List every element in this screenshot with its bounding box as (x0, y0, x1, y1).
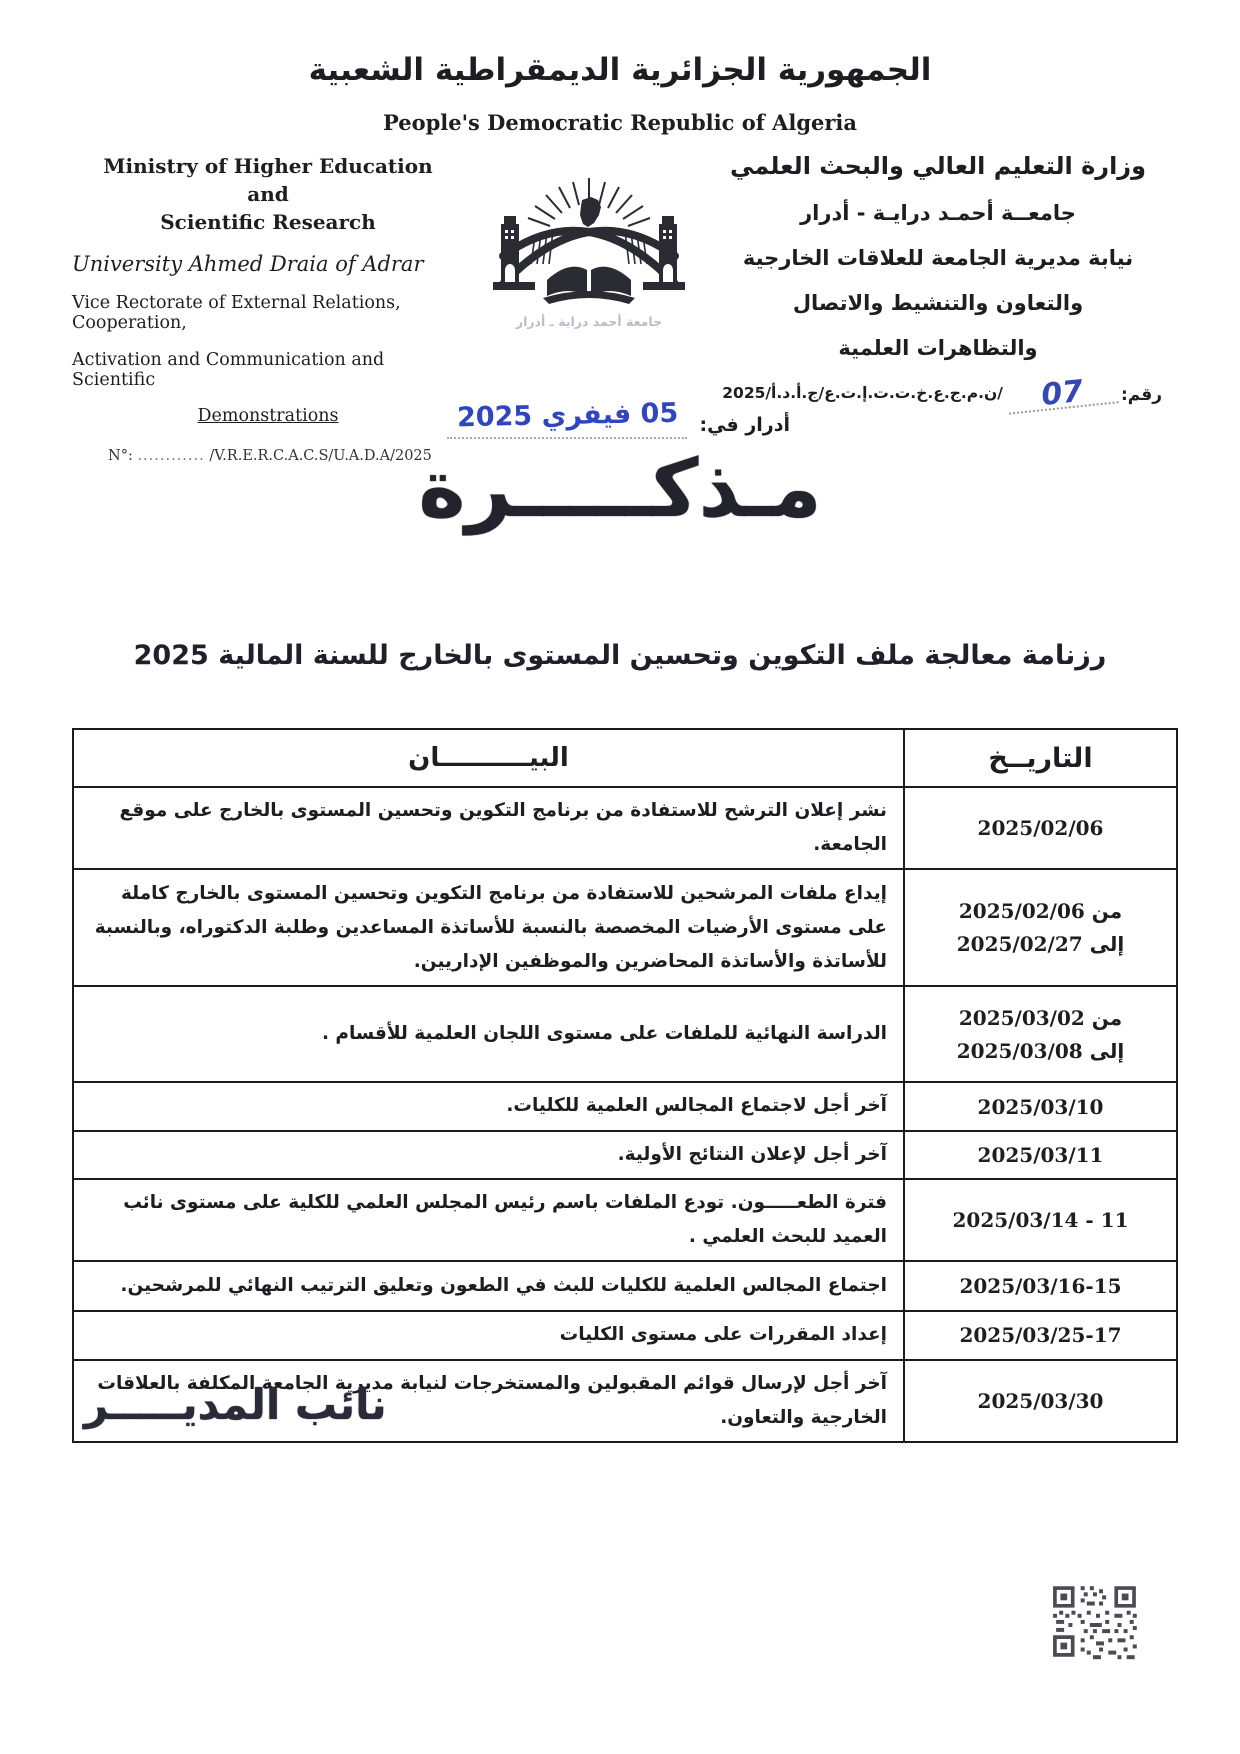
ref-value-ar: /ن.م.ج.ع.خ.ت.ت.إ.ت.ع/ج.أ.د.أ/2025 (722, 384, 1003, 402)
date-text: 2025/03/14 - 11 (952, 1208, 1129, 1233)
table-row (73, 1311, 1177, 1359)
place-date-label: أدرار في: (699, 414, 790, 436)
republic-title-english: People's Democratic Republic of Algeria (382, 110, 858, 135)
column-header-description: البيــــــــــان (73, 729, 904, 787)
date-cell (904, 1261, 1177, 1311)
table-row (73, 787, 1177, 869)
ministry-name-english (72, 152, 464, 236)
schedule-table (72, 728, 1178, 1443)
ministry-line1: Ministry of Higher Education and (103, 154, 433, 206)
table-row (73, 1261, 1177, 1311)
date-text: 2025/03/30 (977, 1388, 1104, 1413)
ministry-name-arabic: وزارة التعليم العالي والبحث العلمي (729, 152, 1147, 180)
description-cell: نشر إعلان الترشح للاستفادة من برنامج التكوين وتحسين المستوى بالخارج على موقع الجامعة. (73, 787, 904, 869)
description-cell: آخر أجل لاجتماع المجالس العلمية للكليات. (73, 1082, 904, 1130)
right-tower (643, 216, 685, 290)
date-text: 2025/03/16-15 (959, 1274, 1122, 1299)
table-row (73, 1179, 1177, 1261)
ref-value-en: /V.R.E.R.C.A.C.S/U.A.D.A/2025 (209, 448, 432, 464)
logo-caption: جامعة أحمد دراية ـ أدرار (515, 314, 663, 329)
date-text: إلى 2025/02/27 (956, 932, 1125, 957)
vice-rectorate-arabic-line1: نيابة مديرية الجامعة للعلاقات الخارجية (742, 246, 1134, 270)
description-cell: إيداع ملفات المرشحين للاستفادة من برنامج التكوين وتحسين المستوى بالخارج كاملة على مستوى الأرضيات المخصصة بالنسبة للأساتذة المساعدين وطلبة الدكتوراه، وبالنسبة للأساتذة والأساتذة المحاضرين والموظفين الإداريين. (73, 869, 904, 986)
vice-rectorate-line1: Vice Rectorate of External Relations, Cooperation, (72, 293, 401, 333)
date-cell (904, 1131, 1177, 1179)
date-cell (904, 869, 1177, 986)
date-text: من 2025/03/02 (958, 1005, 1123, 1030)
vice-rectorate-line3: Demonstrations (197, 406, 339, 426)
description-cell: آخر أجل لإعلان النتائج الأولية. (73, 1131, 904, 1179)
date-stamp (447, 397, 687, 439)
ref-label-en: N°: (108, 448, 133, 464)
university-name-arabic: جامعــة أحمـد درايـة - أدرار (800, 201, 1076, 225)
republic-title-arabic: الجمهورية الجزائرية الديمقراطية الشعبية (308, 52, 932, 88)
table-row (73, 1131, 1177, 1179)
date-cell (904, 1179, 1177, 1261)
memo-subtitle: رزنامة معالجة ملف التكوين وتحسين المستوى بالخارج للسنة المالية 2025 (133, 640, 1107, 671)
date-cell (904, 1082, 1177, 1130)
column-header-date: التاريــخ (904, 729, 1177, 787)
table-row (73, 986, 1177, 1082)
qr-code (1050, 1583, 1142, 1663)
handwritten-ref-number: 07 (1006, 374, 1118, 414)
date-text: من 2025/02/06 (958, 899, 1123, 924)
memo-title: مـذكـــــرة (418, 442, 822, 535)
date-text: إلى 2025/03/08 (956, 1038, 1125, 1063)
date-cell (904, 787, 1177, 869)
description-cell: فترة الطعـــــون. تودع الملفات باسم رئيس المجلس العلمي للكلية على مستوى نائب العميد للبحث العلمي . (73, 1179, 904, 1261)
date-cell (904, 1311, 1177, 1359)
university-emblem-icon (473, 164, 705, 314)
date-cell (904, 1360, 1177, 1442)
date-text: 2025/03/25-17 (959, 1323, 1122, 1348)
signature-deputy-director: نائب المديـــــر (84, 1380, 387, 1429)
vice-rectorate-line2: Activation and Communication and Scientific (72, 350, 385, 390)
table-row (73, 869, 1177, 986)
open-book-icon (543, 267, 635, 304)
university-name-english: University Ahmed Draia of Adrar (72, 252, 424, 276)
ministry-line2: Scientific Research (160, 210, 376, 234)
vice-rectorate-arabic-line3: والتظاهرات العلمية (838, 336, 1038, 360)
description-cell: آخر أجل لإرسال قوائم المقبولين والمستخرجات لنيابة مديرية الجامعة المكلفة بالعلاقات الخارجية والتعاون. (73, 1360, 904, 1442)
africa-map (580, 197, 601, 227)
description-cell: إعداد المقررات على مستوى الكليات (73, 1311, 904, 1359)
left-tower (493, 216, 535, 290)
date-line (350, 397, 790, 439)
table-header-row (73, 729, 1177, 787)
table-row (73, 1082, 1177, 1130)
date-text: 2025/03/11 (977, 1142, 1104, 1167)
date-text: 2025/02/06 (977, 816, 1104, 841)
description-cell: اجتماع المجالس العلمية للكليات للبث في الطعون وتعليق الترتيب النهائي للمرشحين. (73, 1261, 904, 1311)
vice-rectorate-arabic-line2: والتعاون والتنشيط والاتصال (792, 291, 1084, 315)
description-cell: الدراسة النهائية للملفات على مستوى اللجان العلمية للأقسام . (73, 986, 904, 1082)
date-stamp-text: 05 فيفري 2025 (456, 397, 679, 434)
ref-dots: ............ (137, 448, 205, 464)
date-text: 2025/03/10 (977, 1094, 1104, 1119)
date-cell (904, 986, 1177, 1082)
ref-label-ar: رقم: (1120, 385, 1162, 405)
